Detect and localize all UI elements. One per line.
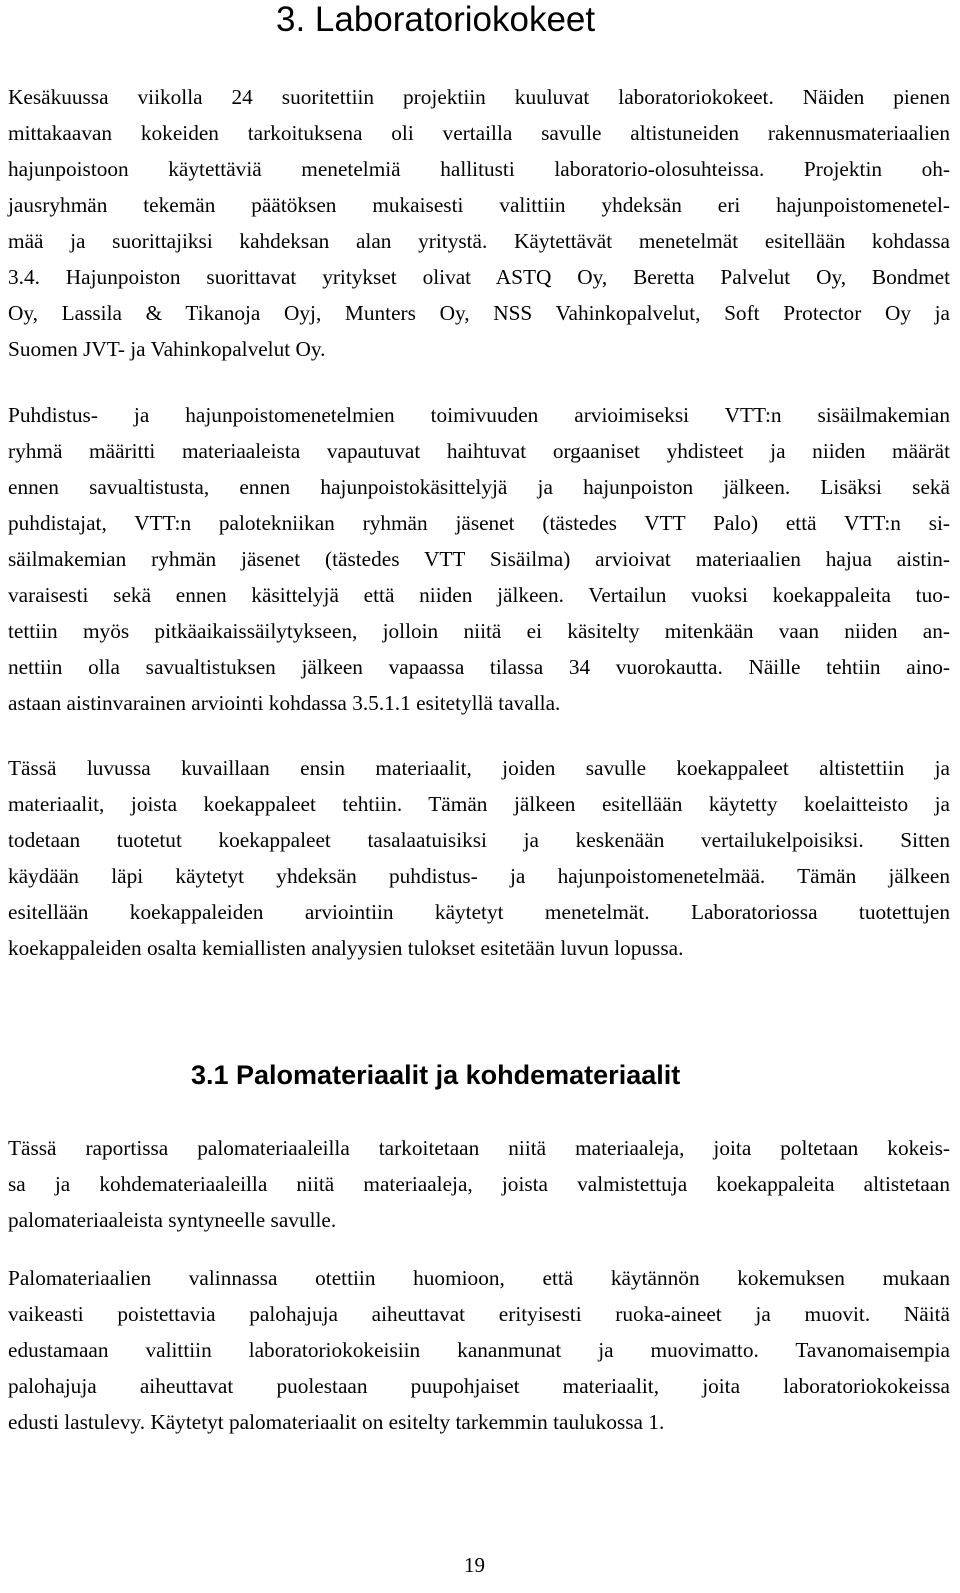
text-line: mää ja suorittajiksi kahdeksan alan yritystä. Käytettävät menetelmät esitellään kohdassa [8,229,950,253]
text-line: Tässä luvussa kuvaillaan ensin materiaalit, joiden savulle koekappaleet altistettiin ja [8,756,950,780]
paragraph [8,1260,950,1440]
page-number: 19 [464,1553,485,1577]
text-line: vaikeasti poistettavia palohajuja aiheuttavat erityisesti ruoka-aineet ja muovit. Näitä [8,1302,950,1326]
text-line: edustamaan valittiin laboratoriokokeisiin kananmunat ja muovimatto. Tavanomaisempia [8,1338,950,1362]
text-line: Puhdistus- ja hajunpoistomenetelmien toimivuuden arvioimiseksi VTT:n sisäilmakemian [8,403,950,427]
text-line: 3.4. Hajunpoiston suorittavat yritykset olivat ASTQ Oy, Beretta Palvelut Oy, Bondmet [8,265,950,289]
section-heading: 3.1 Palomateriaalit ja kohdemateriaalit [191,1060,681,1090]
text-line: palomateriaaleista syntyneelle savulle. [8,1208,337,1232]
text-line: käydään läpi käytetyt yhdeksän puhdistus- ja hajunpoistomenetelmää. Tämän jälkeen [8,864,950,888]
text-line: sa ja kohdemateriaaleilla niitä materiaaleja, joista valmistettuja koekappaleita altistetaan [8,1172,950,1196]
text-line: mittakaavan kokeiden tarkoituksena oli vertailla savulle altistuneiden rakennusmateriaalien [8,121,950,145]
paragraph [8,397,950,721]
text-line: varaisesti sekä ennen käsittelyjä että niiden jälkeen. Vertailun vuoksi koekappaleita tuo- [8,583,950,607]
paragraph [8,79,950,367]
text-line: esitellään koekappaleiden arviointiin käytetyt menetelmät. Laboratoriossa tuotettujen [8,900,950,924]
text-line: todetaan tuotetut koekappaleet tasalaatuisiksi ja keskenään vertailukelpoisiksi. Sitten [8,828,950,852]
text-line: astaan aistinvarainen arviointi kohdassa 3.5.1.1 esitetyllä tavalla. [8,691,561,715]
text-line: puhdistajat, VTT:n palotekniikan ryhmän jäsenet (tästedes VTT Palo) että VTT:n si- [8,511,950,535]
text-line: koekappaleiden osalta kemiallisten analyysien tulokset esitetään luvun lopussa. [8,936,684,960]
paragraph [8,750,950,966]
text-line: säilmakemian ryhmän jäsenet (tästedes VTT Sisäilma) arvioivat materiaalien hajua aistin- [8,547,950,571]
text-line: tettiin myös pitkäaikaissäilytykseen, jolloin niitä ei käsitelty mitenkään vaan niiden an- [8,619,950,643]
text-line: Kesäkuussa viikolla 24 suoritettiin projektiin kuuluvat laboratoriokokeet. Näiden pienen [8,85,950,109]
text-line: Palomateriaalien valinnassa otettiin huomioon, että käytännön kokemuksen mukaan [8,1266,950,1290]
text-line: edusti lastulevy. Käytetyt palomateriaalit on esitelty tarkemmin taulukossa 1. [8,1410,665,1434]
text-line: Tässä raportissa palomateriaaleilla tarkoitetaan niitä materiaaleja, joita poltetaan kokeis- [8,1136,950,1160]
text-line: Suomen JVT- ja Vahinkopalvelut Oy. [8,337,326,361]
chapter-heading: 3. Laboratoriokokeet [276,0,596,39]
text-line: materiaalit, joista koekappaleet tehtiin. Tämän jälkeen esitellään käytetty koelaitteisto ja [8,792,950,816]
text-line: hajunpoistoon käytettäviä menetelmiä hallitusti laboratorio-olosuhteissa. Projektin oh- [8,157,950,181]
text-line: ryhmä määritti materiaaleista vapautuvat haihtuvat orgaaniset yhdisteet ja niiden määrät [8,439,950,463]
text-line: Oy, Lassila & Tikanoja Oyj, Munters Oy, NSS Vahinkopalvelut, Soft Protector Oy ja [8,301,950,325]
text-line: palohajuja aiheuttavat puolestaan puupohjaiset materiaalit, joita laboratoriokokeissa [8,1374,950,1398]
text-line: jausryhmän tekemän päätöksen mukaisesti valittiin yhdeksän eri hajunpoistomenetel- [8,193,950,217]
text-line: nettiin olla savualtistuksen jälkeen vapaassa tilassa 34 vuorokautta. Näille tehtiin aino- [8,655,950,679]
paragraph [8,1130,950,1238]
text-line: ennen savualtistusta, ennen hajunpoistokäsittelyjä ja hajunpoiston jälkeen. Lisäksi sekä [8,475,950,499]
